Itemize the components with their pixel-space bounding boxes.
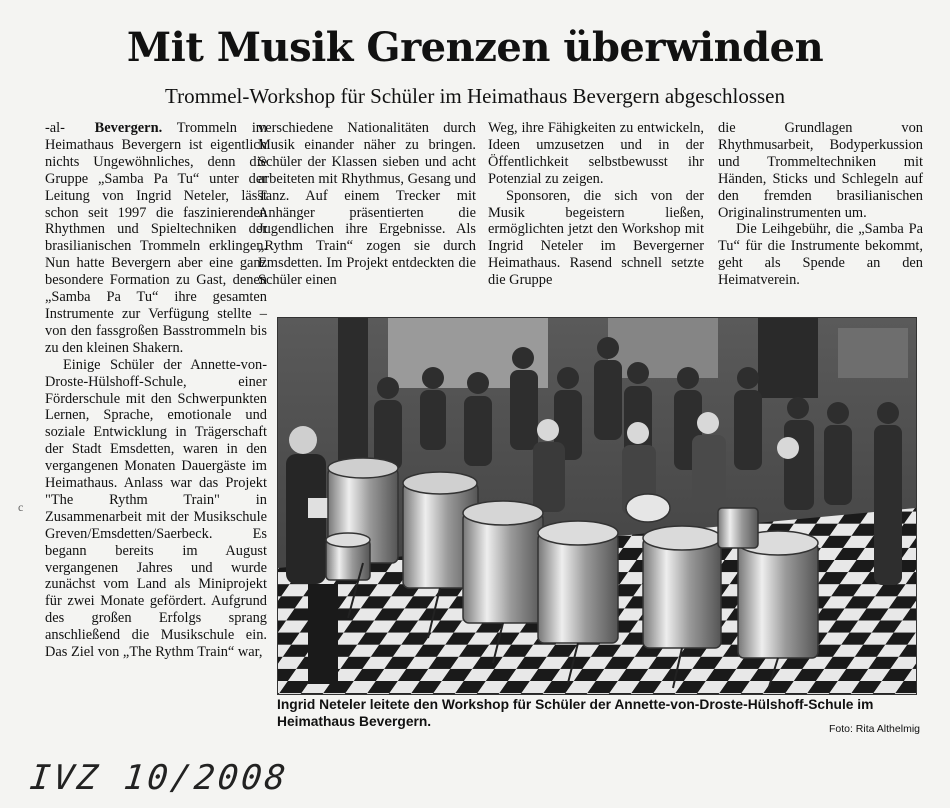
handwritten-source-note: IVZ 10/2008 (27, 758, 291, 798)
article-column-4 (718, 120, 923, 289)
article-column-2 (258, 120, 476, 289)
article-paragraph: die Grundlagen von Rhythmusarbeit, Bodyperkussion und Trommeltechniken mit Händen, Sticks und Schlegeln auf den fremden brasilianischen Originalinstrumenten um. (718, 120, 923, 221)
article-column-1 (45, 120, 267, 740)
author-tag: -al- (45, 120, 65, 136)
article-paragraph (45, 120, 267, 357)
article-photo (277, 317, 917, 695)
article-paragraph: Die Leihgebühr, die „Samba Pa Tu“ für die Instrumente bekommt, geht als Spende an den Heimatverein. (718, 221, 923, 289)
scan-mark: c (18, 500, 24, 514)
article-paragraph: Sponsoren, die sich von der Musik begeistern ließen, ermöglichten jetzt den Workshop mit Ingrid Neteler im Bevergerner Heimathaus. Rasend schnell setzte die Gruppe (488, 187, 704, 289)
article-column-3 (488, 120, 704, 289)
photo-credit: Foto: Rita Althelmig (828, 723, 920, 735)
dateline-place: Bevergern. (94, 120, 163, 136)
article-paragraph: Weg, ihre Fähigkeiten zu entwickeln, Ideen umzusetzen und in der Öffentlichkeit selbstbewusst ihr Potenzial zu zeigen. (488, 120, 704, 187)
drum-workshop-photo (278, 318, 916, 694)
article-subheadline: Trommel-Workshop für Schüler im Heimathaus Bevergern abgeschlossen (164, 84, 786, 108)
photo-caption: Ingrid Neteler leitete den Workshop für Schüler der Annette-von-Droste-Hülshoff-Schule im Heimathaus Bevergern. (277, 697, 874, 729)
article-paragraph: Einige Schüler der Annette-von-Droste-Hülshoff-Schule, einer Förderschule mit den Schwerpunkten Lernen, Sprache, emotionale und soziale Entwicklung in Trägerschaft der Stadt Emsdetten, waren in den vergangenen Monaten Dauergäste im Heimathaus. Anlass war das Projekt "The Rythm Train" in Zusammenarbeit mit der Musikschule Greven/Emsdetten/Saerbeck. Es begann bereits im August vergangenen Jahres und wurde zunächst vom Land als Miniprojekt für zwei Monate gefördert. Aufgrund des großen Erfolgs sprang anschließend die Musikschule ein. Das Ziel von „The Rythm Train“ war, (45, 356, 267, 661)
paragraph-text: Trommeln im Heimathaus Bevergern ist eigentlich nichts Ungewöhnliches, denn die Gruppe „Samba Pa Tu“ unter der Leitung von Ingrid Neteler, lässt schon seit 1997 die faszinierenden Rhythmen und Spieltechniken der brasilianischen Trommeln erklingen. Nun hatte Bevergern aber eine ganz besondere Formation zu Gast, denen „Samba Pa Tu“ ihre gesamten Instrumente zur Verfügung stellte – von den fassgroßen Basstrommeln bis zu den kleinen Shakern. (45, 120, 268, 356)
article-headline: Mit Musik Grenzen überwinden (126, 24, 824, 71)
article-paragraph: verschiedene Nationalitäten durch Musik einander näher zu bringen. Schüler der Klassen sieben und acht arbeiteten mit Rhythmus, Gesang und Tanz. Auf einem Trecker mit Anhänger präsentierten die Jugendlichen ihre Ergebnisse. Als „Rythm Train“ zogen sie durch Emsdetten. Im Projekt entdeckten die Schüler einen (258, 120, 476, 289)
